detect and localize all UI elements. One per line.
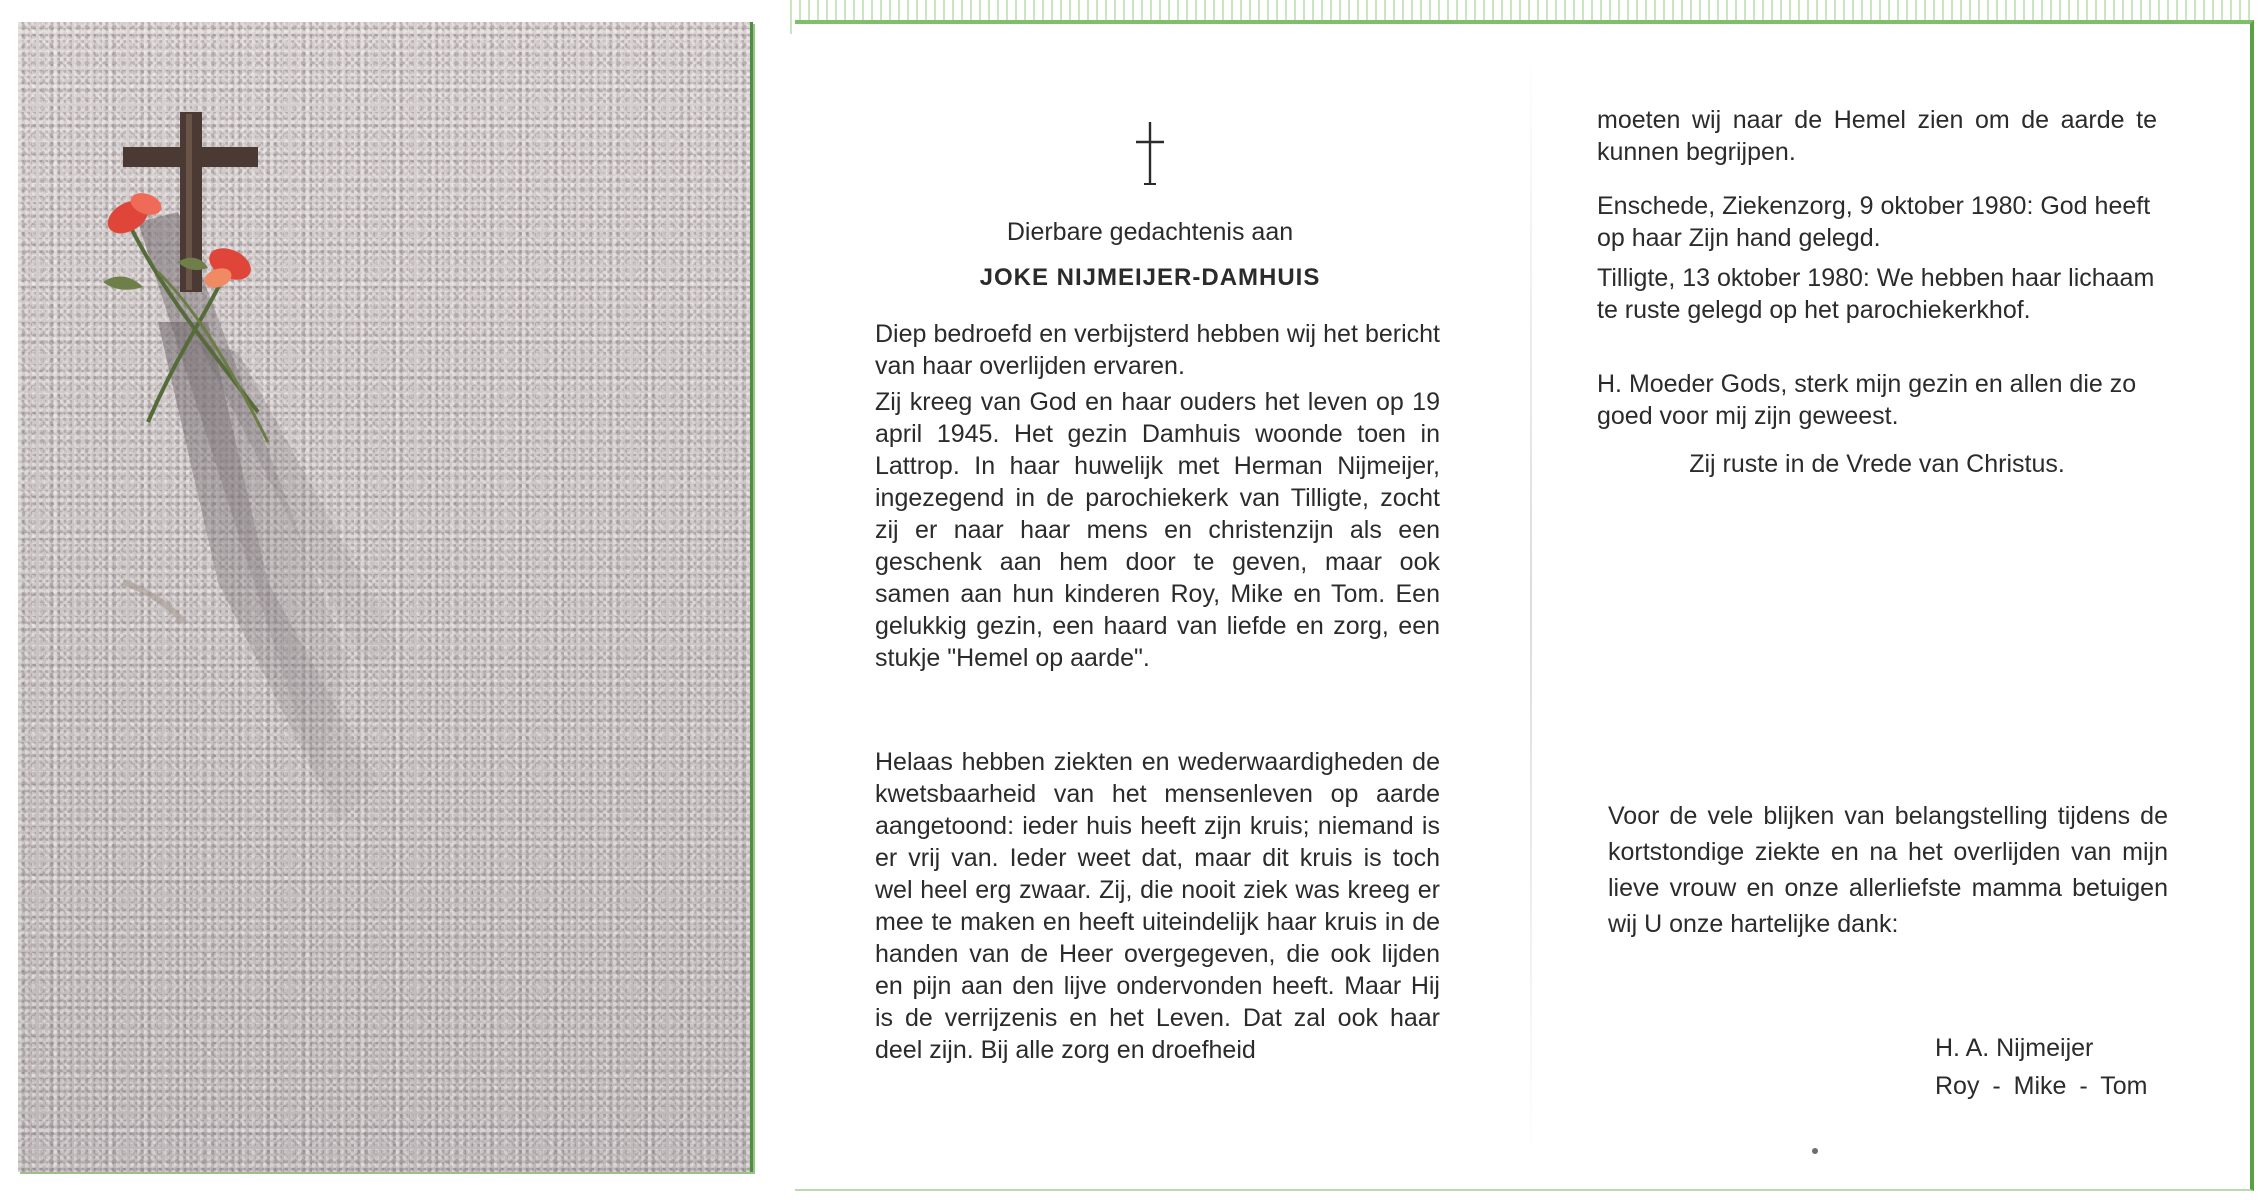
memorial-heading: Dierbare gedachtenis aan xyxy=(1006,218,1294,246)
paragraph: Zij kreeg van God en haar ouders het leven op 19 april 1945. Het gezin Damhuis woonde toen in Lattrop. In haar huwelijk met Herman Nijmeijer, ingezegend in de parochiekerk van Tilligte, zocht zij er naar haar mens en christenzijn als een geschenk aan hem door te geven, maar ook samen aan hun kinderen Roy, Mike en Tom. Een gelukkig gezin, een haard van liefde en zorg, een stukje "Hemel op aarde". xyxy=(875,388,1440,672)
center-fold xyxy=(1530,40,1532,1170)
paragraph: Helaas hebben ziekten en wederwaardigheden de kwetsbaarheid van het mensenleven op aarde aangetoond: ieder huis heeft zijn kruis; niemand is er vrij van. Ieder weet dat, maar dit kruis is toch wel heel erg zwaar. Zij, die nooit ziek was kreeg er mee te maken en heeft uiteindelijk haar kruis in de handen van de Heer overgegeven, die ook lijden en pijn aan den lijve ondervonden heeft. Maar Hij is de verrijzenis en het Leven. Dat zal ook haar deel zijn. Bij alle zorg en droefheid xyxy=(875,748,1440,1064)
crucifix-photo xyxy=(18,22,750,1172)
prayer-text: H. Moeder Gods, sterk mijn gezin en allen die zo goed voor mij zijn geweest. xyxy=(1597,370,2137,430)
thanks-text: Voor de vele blijken van belangstelling tijdens de kortstondige ziekte en na het overlijden van mijn lieve vrouw en onze allerliefste mamma betuigen wij U onze hartelijke dank: xyxy=(1608,802,2168,938)
deceased-name: JOKE NIJMEIJER-DAMHUIS xyxy=(979,264,1321,291)
signature-husband: H. A. Nijmeijer xyxy=(1935,1034,2094,1062)
front-photo xyxy=(18,22,753,1172)
ink-speck xyxy=(1812,1148,1818,1154)
burial-notice: Tilligte, 13 oktober 1980: We hebben haar lichaam te ruste gelegd op het parochiekerkhof. xyxy=(1597,264,2155,324)
signature-children: Roy - Mike - Tom xyxy=(1935,1072,2148,1100)
paragraph: Diep bedroefd en verbijsterd hebben wij het bericht van haar overlijden ervaren. xyxy=(875,320,1440,380)
death-notice: Enschede, Ziekenzorg, 9 oktober 1980: God heeft op haar Zijn hand gelegd. xyxy=(1597,192,2151,252)
cross-icon xyxy=(1132,120,1168,186)
rest-in-peace: Zij ruste in de Vrede van Christus. xyxy=(1689,450,2065,478)
paragraph-continuation: moeten wij naar de Hemel zien om de aarde te kunnen begrijpen. xyxy=(1597,106,2157,166)
